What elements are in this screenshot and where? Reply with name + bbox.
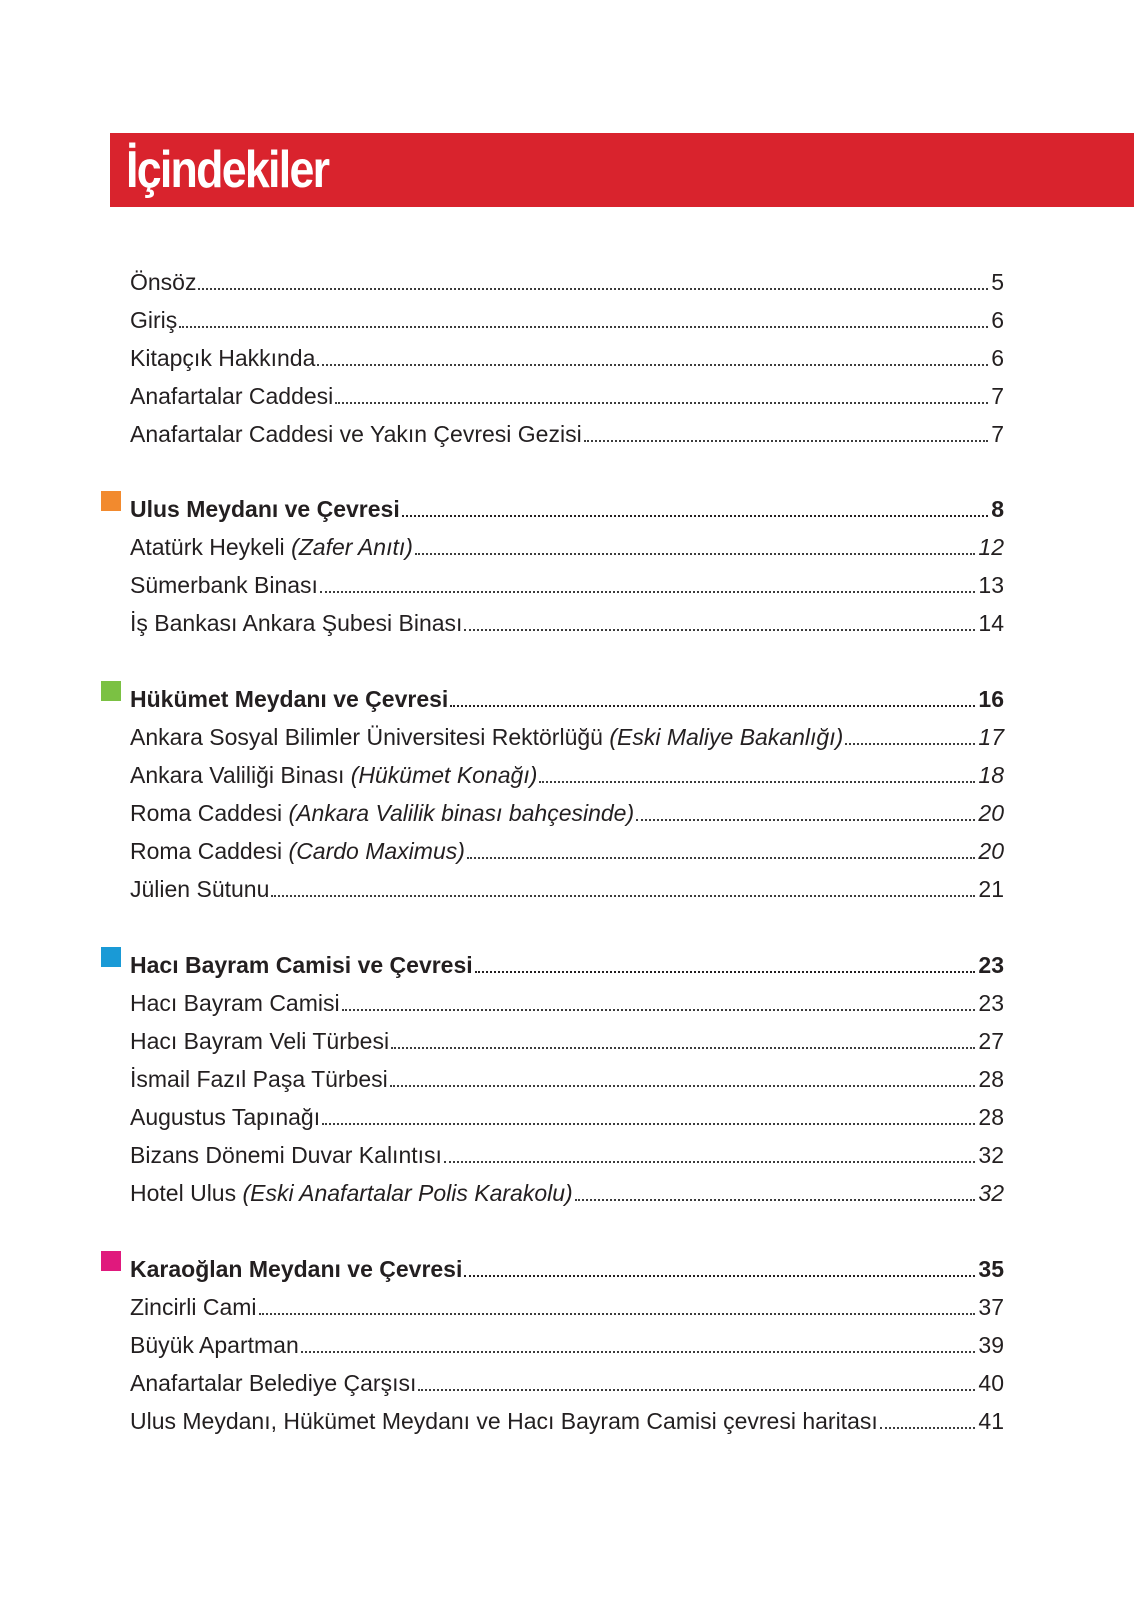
toc-entry-label: Ulus Meydanı, Hükümet Meydanı ve Hacı Bayram Camisi çevresi haritası (130, 1408, 878, 1434)
toc-entry-page: 12 (978, 534, 1004, 560)
toc-entry[interactable] (130, 1132, 1004, 1170)
dot-leader (391, 1047, 975, 1049)
toc-entry-page: 32 (978, 1180, 1004, 1206)
toc-entry[interactable] (130, 1398, 1004, 1436)
toc-entry[interactable] (130, 1170, 1004, 1208)
toc-entry-label: Önsöz (130, 269, 197, 295)
toc-entry-kitapcik-hakkinda[interactable] (130, 335, 1004, 373)
dot-leader (880, 1427, 976, 1429)
toc-entry-page: 21 (978, 876, 1004, 902)
toc-entry[interactable] (130, 790, 1004, 828)
toc-section-hukumet[interactable] (130, 676, 1004, 714)
dot-leader (402, 515, 988, 517)
page-title: İçindekiler (126, 141, 329, 199)
toc-entry-page: 6 (991, 345, 1004, 371)
toc-entry-label: Augustus Tapınağı (130, 1104, 321, 1130)
dot-leader (450, 705, 975, 707)
toc-entry-label: Kitapçık Hakkında (130, 345, 316, 371)
section-marker-magenta (101, 1251, 121, 1271)
toc-entry-page: 39 (978, 1332, 1004, 1358)
dot-leader (636, 819, 975, 821)
toc-entry[interactable] (130, 600, 1004, 638)
dot-leader (342, 1009, 976, 1011)
toc-entry-anafartalar-caddesi[interactable] (130, 373, 1004, 411)
toc-entry[interactable] (130, 1056, 1004, 1094)
dot-leader (335, 402, 988, 404)
dot-leader (444, 1161, 976, 1163)
title-bar (110, 133, 1134, 207)
dot-leader (464, 1275, 975, 1277)
toc-entry-page: 27 (978, 1028, 1004, 1054)
toc-entry-label: Anafartalar Caddesi ve Yakın Çevresi Gezisi (130, 421, 582, 447)
toc-entry-label: İsmail Fazıl Paşa Türbesi (130, 1066, 388, 1092)
toc-entry-onsoz[interactable] (130, 259, 1004, 297)
toc-entry[interactable] (130, 1018, 1004, 1056)
toc-entry[interactable] (130, 1094, 1004, 1132)
dot-leader (271, 895, 975, 897)
dot-leader (320, 591, 975, 593)
toc-section-haci-bayram[interactable] (130, 942, 1004, 980)
section-marker-green (101, 681, 121, 701)
toc-entry-label: Ankara Sosyal Bilimler Üniversitesi Rektörlüğü (Eski Maliye Bakanlığı) (130, 724, 844, 750)
toc-entry[interactable] (130, 1284, 1004, 1322)
toc-section-page: 23 (978, 952, 1004, 978)
toc-entry[interactable] (130, 980, 1004, 1018)
toc-entry[interactable] (130, 714, 1004, 752)
toc-section-ulus[interactable] (130, 486, 1004, 524)
toc-entry-label: Sümerbank Binası (130, 572, 318, 598)
toc-entry-label: Anafartalar Belediye Çarşısı (130, 1370, 417, 1396)
toc-entry-label: Atatürk Heykeli (Zafer Anıtı) (130, 534, 413, 560)
toc-entry-giris[interactable] (130, 297, 1004, 335)
toc-entry-label: Roma Caddesi (Ankara Valilik binası bahçesinde) (130, 800, 635, 826)
dot-leader (322, 1123, 975, 1125)
toc-entry-label: Jülien Sütunu (130, 876, 270, 902)
toc-entry-page: 28 (978, 1104, 1004, 1130)
dot-leader (259, 1313, 976, 1315)
toc-entry-page: 17 (978, 724, 1004, 750)
toc-entry-label: Hacı Bayram Camisi (130, 990, 340, 1016)
dot-leader (198, 288, 988, 290)
toc-section-page: 35 (978, 1256, 1004, 1282)
toc-section-title: Karaoğlan Meydanı ve Çevresi (130, 1256, 463, 1282)
toc-section-page: 8 (991, 496, 1004, 522)
toc-entry-label: İş Bankası Ankara Şubesi Binası (130, 610, 463, 636)
toc-entry[interactable] (130, 524, 1004, 562)
dot-leader (179, 326, 988, 328)
toc-entry-page: 7 (991, 383, 1004, 409)
toc-entry-label: Ankara Valiliği Binası (Hükümet Konağı) (130, 762, 538, 788)
toc-entry-label: Hotel Ulus (Eski Anafartalar Polis Karakolu) (130, 1180, 573, 1206)
dot-leader (464, 629, 975, 631)
dot-leader (475, 971, 976, 973)
toc-entry-page: 28 (978, 1066, 1004, 1092)
toc-entry[interactable] (130, 828, 1004, 866)
toc-entry[interactable] (130, 1360, 1004, 1398)
toc-section-page: 16 (978, 686, 1004, 712)
toc-entry-label: Roma Caddesi (Cardo Maximus) (130, 838, 465, 864)
toc-entry-page: 20 (978, 800, 1004, 826)
toc-section-title: Ulus Meydanı ve Çevresi (130, 496, 400, 522)
toc-entry-page: 23 (978, 990, 1004, 1016)
toc-section-karaoglan[interactable] (130, 1246, 1004, 1284)
toc-entry-label: Giriş (130, 307, 178, 333)
dot-leader (418, 1389, 975, 1391)
dot-leader (575, 1199, 976, 1201)
toc-entry-page: 18 (978, 762, 1004, 788)
dot-leader (539, 781, 975, 783)
dot-leader (317, 364, 988, 366)
dot-leader (584, 440, 989, 442)
dot-leader (301, 1351, 976, 1353)
toc-entry-page: 20 (978, 838, 1004, 864)
toc-entry[interactable] (130, 866, 1004, 904)
dot-leader (415, 553, 976, 555)
toc-entry-label: Anafartalar Caddesi (130, 383, 334, 409)
toc-entry-page: 13 (978, 572, 1004, 598)
toc-entry-page: 5 (991, 269, 1004, 295)
toc-entry-page: 40 (978, 1370, 1004, 1396)
toc-entry-label: Bizans Dönemi Duvar Kalıntısı (130, 1142, 442, 1168)
toc-section-title: Hacı Bayram Camisi ve Çevresi (130, 952, 473, 978)
toc-entry[interactable] (130, 752, 1004, 790)
toc-entry-label: Zincirli Cami (130, 1294, 257, 1320)
toc-entry-page: 37 (978, 1294, 1004, 1320)
dot-leader (467, 857, 976, 859)
toc-entry[interactable] (130, 1322, 1004, 1360)
section-marker-orange (101, 491, 121, 511)
toc-section-title: Hükümet Meydanı ve Çevresi (130, 686, 449, 712)
toc-entry-page: 32 (978, 1142, 1004, 1168)
toc-entry[interactable] (130, 562, 1004, 600)
toc-entry-page: 6 (991, 307, 1004, 333)
dot-leader (845, 743, 975, 745)
toc-entry-label: Hacı Bayram Veli Türbesi (130, 1028, 390, 1054)
toc-entry-label: Büyük Apartman (130, 1332, 299, 1358)
toc-entry-page: 14 (978, 610, 1004, 636)
toc-entry-page: 7 (991, 421, 1004, 447)
toc-entry-anafartalar-gezisi[interactable] (130, 411, 1004, 449)
section-marker-blue (101, 947, 121, 967)
toc-entry-page: 41 (978, 1408, 1004, 1434)
dot-leader (390, 1085, 976, 1087)
